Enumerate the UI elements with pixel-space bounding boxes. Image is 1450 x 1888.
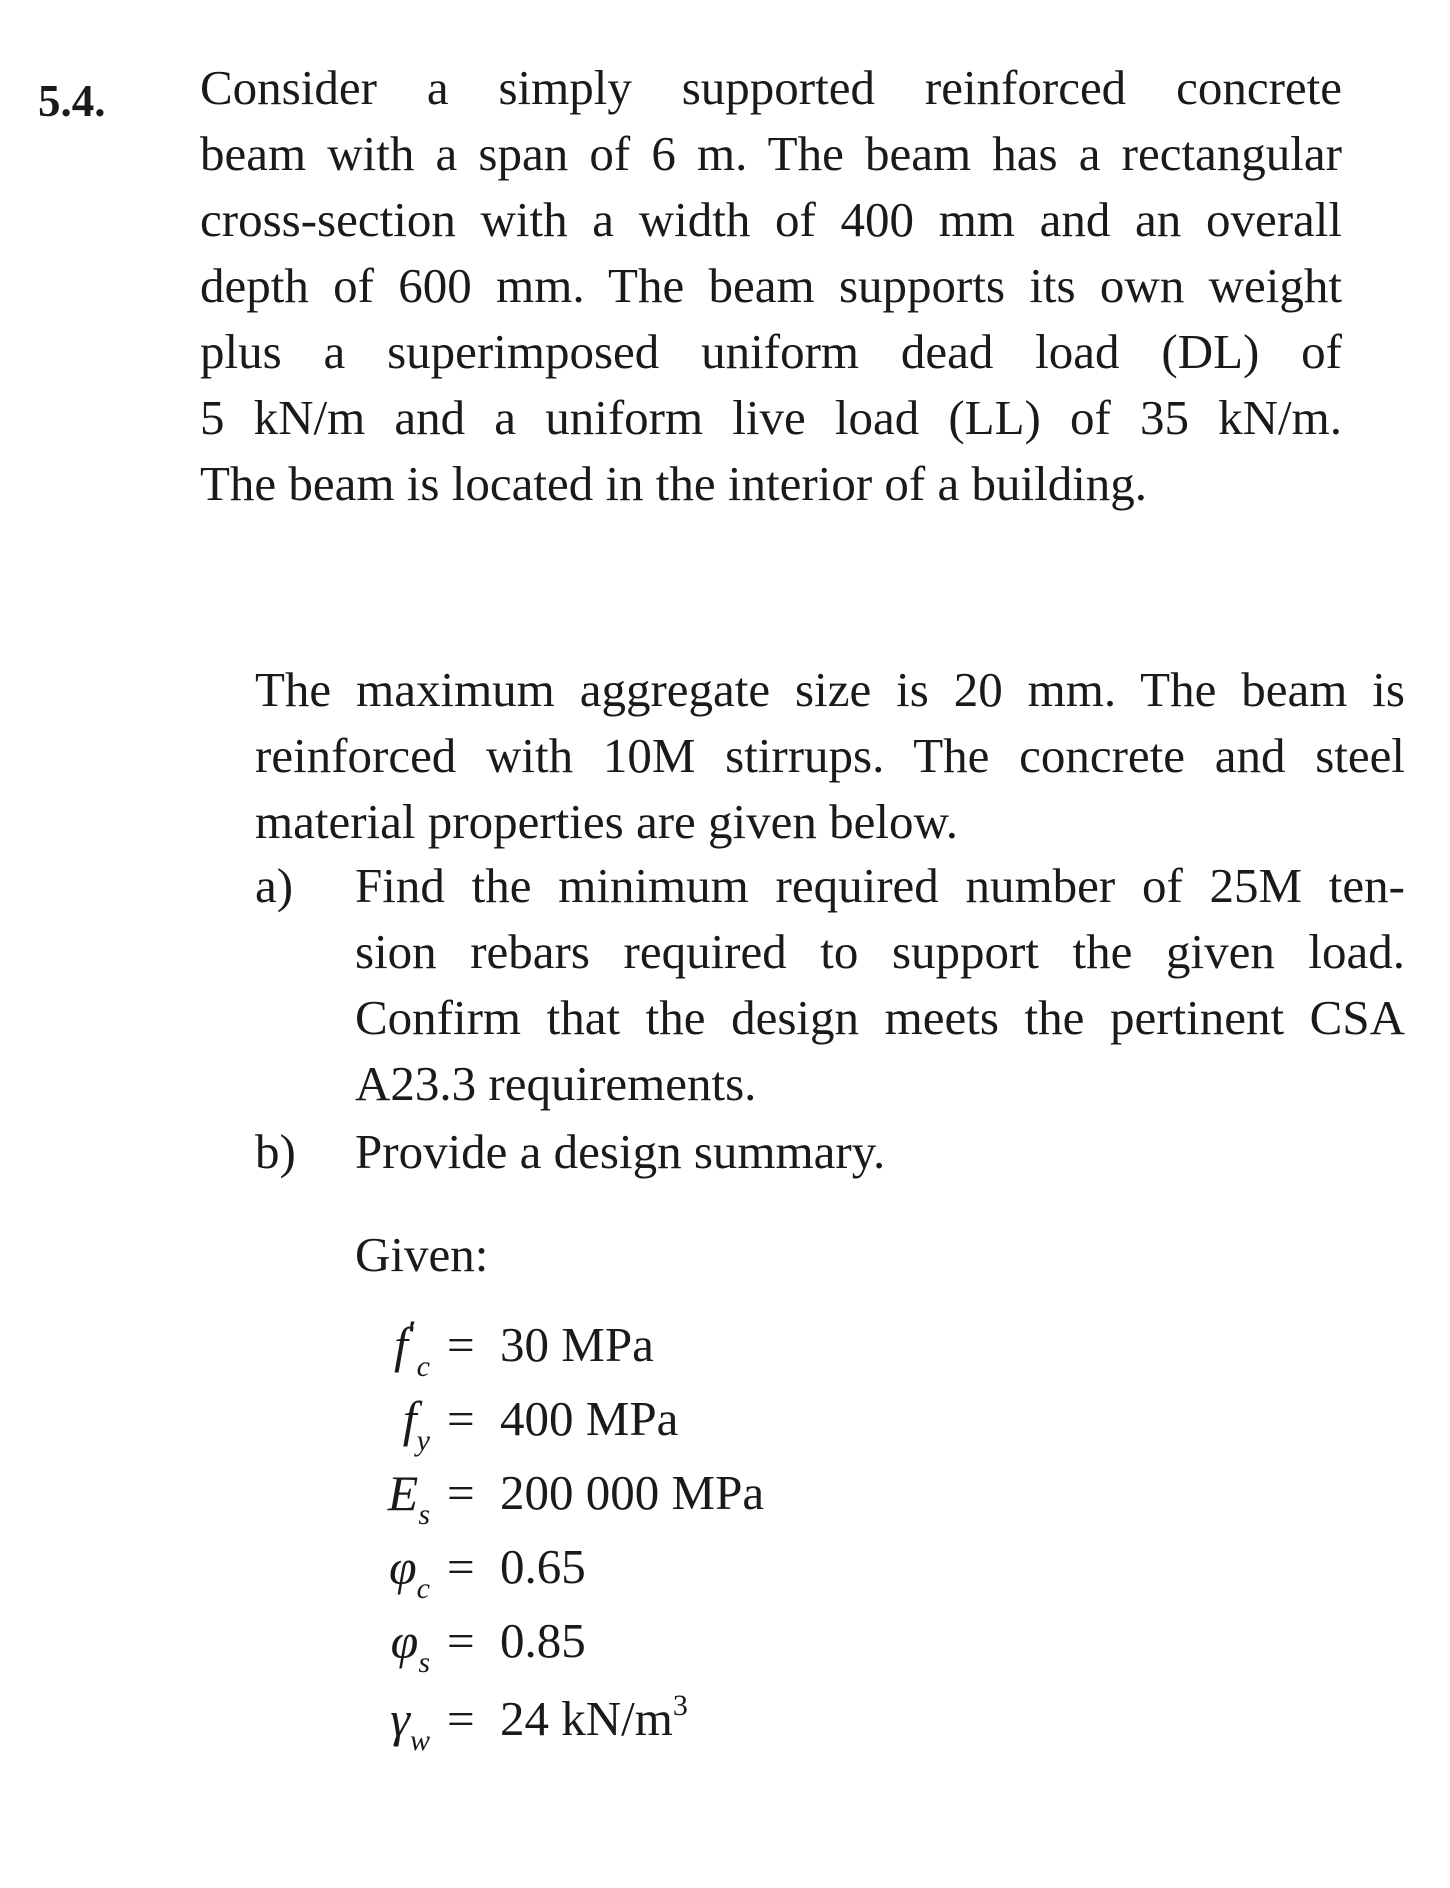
part-b-line: Provide a design summary. <box>355 1124 886 1179</box>
equals-sign: = <box>447 1465 475 1520</box>
material-note-line: reinforced with 10M stirrups. The concrete and steel <box>255 728 1405 783</box>
given-value: 24 $kN/m^3$ <box>500 1689 688 1746</box>
statement-line: 5 kN/m and a uniform live load (LL) of 35 kN/m. <box>200 390 1342 445</box>
given-value: 0.65 <box>500 1539 586 1594</box>
statement-line: cross-section with a width of 400 mm and an overall <box>200 192 1342 247</box>
statement-line: depth of 600 mm. The beam supports its own weight <box>200 258 1342 313</box>
problem-number: 5.4. <box>38 76 106 126</box>
part-b <box>0 1119 1450 1185</box>
given-symbol: $\varphi_c$ <box>389 1539 430 1605</box>
given-heading: Given: <box>355 1227 489 1282</box>
problem-statement <box>200 55 1342 517</box>
statement-line: The beam is located in the interior of a building. <box>200 456 1148 511</box>
given-symbol: $f'_c$ <box>394 1312 430 1383</box>
given-value: 30 MPa <box>500 1317 654 1372</box>
part-a-text <box>355 853 1405 1117</box>
equals-sign: = <box>447 1691 475 1746</box>
given-value: 400 MPa <box>500 1391 679 1446</box>
statement-line: beam with a span of 6 m. The beam has a rectangular <box>200 126 1342 181</box>
equals-sign: = <box>447 1539 475 1594</box>
equals-sign: = <box>447 1391 475 1446</box>
part-b-text <box>355 1119 1405 1185</box>
statement-line: Consider a simply supported reinforced concrete <box>200 60 1342 115</box>
given-symbol: $E_s$ <box>387 1465 430 1531</box>
equals-sign: = <box>447 1317 475 1372</box>
part-a-line: A23.3 requirements. <box>355 1056 757 1111</box>
material-note-line: The maximum aggregate size is 20 mm. The beam is <box>255 662 1405 717</box>
part-a-line: Confirm that the design meets the pertinent CSA <box>355 990 1405 1045</box>
part-a <box>0 853 1450 1117</box>
material-note-line: material properties are given below. <box>255 794 958 849</box>
given-symbol: $\varphi_s$ <box>390 1613 430 1679</box>
part-b-label: b) <box>255 1124 296 1179</box>
statement-line: plus a superimposed uniform dead load (DL) of <box>200 324 1342 379</box>
given-symbol: $f_y$ <box>402 1391 430 1457</box>
part-a-line: Find the minimum required number of 25M ten- <box>355 858 1405 913</box>
given-value: 200 000 MPa <box>500 1465 765 1520</box>
equals-sign: = <box>447 1613 475 1668</box>
given-symbol: $\gamma_w$ <box>390 1691 430 1757</box>
part-a-label: a) <box>255 858 294 913</box>
given-value: 0.85 <box>500 1613 586 1668</box>
material-note <box>255 657 1405 855</box>
part-a-line: sion rebars required to support the given load. <box>355 924 1405 979</box>
